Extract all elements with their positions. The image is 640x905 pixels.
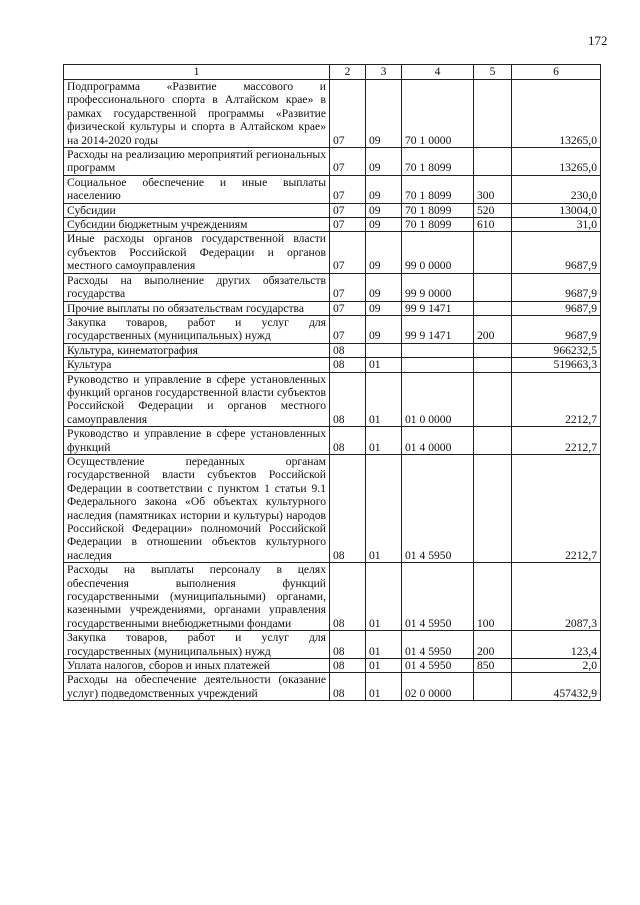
cell-subsection: 01 <box>366 563 402 631</box>
table-row <box>64 659 601 673</box>
cell-name: Руководство и управление в сфере установленных функций органов государственной власти субъектов Российской Федерации и органов местного самоуправления <box>64 372 330 427</box>
cell-section: 07 <box>330 273 366 301</box>
cell-expense-type: 610 <box>474 218 512 232</box>
header-cell-name: 1 <box>64 65 330 80</box>
header-cell-subsection: 3 <box>366 65 402 80</box>
cell-section: 08 <box>330 563 366 631</box>
cell-expense-type: 200 <box>474 631 512 659</box>
cell-amount: 2212,7 <box>512 454 601 562</box>
cell-target-code: 02 0 0000 <box>402 673 474 701</box>
cell-amount: 966232,5 <box>512 343 601 357</box>
cell-name: Социальное обеспечение и иные выплаты населению <box>64 175 330 203</box>
cell-expense-type <box>474 427 512 455</box>
cell-target-code: 70 1 0000 <box>402 80 474 148</box>
table-row <box>64 148 601 176</box>
table-row <box>64 273 601 301</box>
cell-name: Прочие выплаты по обязательствам государства <box>64 301 330 315</box>
cell-name: Расходы на выплаты персоналу в целях обеспечения выполнения функций государственными (муниципальными) органами, казенными учреждениями, органами управления государственными внебюджетными фондами <box>64 563 330 631</box>
cell-section: 07 <box>330 80 366 148</box>
cell-section: 08 <box>330 358 366 372</box>
cell-section: 07 <box>330 232 366 273</box>
cell-subsection: 01 <box>366 659 402 673</box>
cell-section: 08 <box>330 343 366 357</box>
cell-section: 08 <box>330 372 366 427</box>
cell-expense-type: 850 <box>474 659 512 673</box>
cell-subsection: 09 <box>366 80 402 148</box>
table-row <box>64 315 601 343</box>
cell-expense-type <box>474 232 512 273</box>
cell-amount: 9687,9 <box>512 232 601 273</box>
table-row <box>64 343 601 357</box>
cell-expense-type: 200 <box>474 315 512 343</box>
cell-target-code: 99 9 1471 <box>402 301 474 315</box>
table-row <box>64 631 601 659</box>
cell-section: 07 <box>330 203 366 217</box>
table-row <box>64 232 601 273</box>
cell-subsection: 09 <box>366 218 402 232</box>
cell-target-code: 01 4 5950 <box>402 563 474 631</box>
table-row <box>64 454 601 562</box>
cell-name: Культура, кинематография <box>64 343 330 357</box>
page-number: 172 <box>588 33 608 48</box>
cell-expense-type <box>474 301 512 315</box>
cell-subsection: 09 <box>366 148 402 176</box>
cell-expense-type <box>474 343 512 357</box>
cell-expense-type <box>474 148 512 176</box>
header-cell-expense-type: 5 <box>474 65 512 80</box>
cell-target-code: 01 4 5950 <box>402 659 474 673</box>
cell-expense-type: 100 <box>474 563 512 631</box>
table-row <box>64 358 601 372</box>
cell-name: Подпрограмма «Развитие массового и профессионального спорта в Алтайском крае» в рамках государственной программы «Развитие физической культуры и спорта в Алтайском крае» на 2014-2020 годы <box>64 80 330 148</box>
cell-subsection: 01 <box>366 673 402 701</box>
cell-section: 07 <box>330 218 366 232</box>
cell-subsection: 09 <box>366 203 402 217</box>
cell-amount: 2212,7 <box>512 372 601 427</box>
cell-section: 07 <box>330 315 366 343</box>
table-row <box>64 563 601 631</box>
header-cell-amount: 6 <box>512 65 601 80</box>
header-cell-target-code: 4 <box>402 65 474 80</box>
cell-amount: 9687,9 <box>512 273 601 301</box>
cell-expense-type <box>474 673 512 701</box>
table-row <box>64 673 601 701</box>
cell-subsection <box>366 343 402 357</box>
cell-amount: 13004,0 <box>512 203 601 217</box>
cell-name: Расходы на реализацию мероприятий региональных программ <box>64 148 330 176</box>
cell-name: Субсидии <box>64 203 330 217</box>
table-row <box>64 301 601 315</box>
cell-amount: 13265,0 <box>512 148 601 176</box>
cell-amount: 13265,0 <box>512 80 601 148</box>
cell-target-code: 70 1 8099 <box>402 148 474 176</box>
cell-target-code: 01 4 0000 <box>402 427 474 455</box>
cell-target-code: 99 9 1471 <box>402 315 474 343</box>
cell-target-code: 99 9 0000 <box>402 273 474 301</box>
cell-name: Осуществление переданных органам государственной власти субъектов Российской Федерации в соответствии с пунктом 1 статьи 9.1 Федерального закона «Об объектах культурного наследия (памятниках истории и культуры) народов Российской Федерации» полномочий Российской Федерации в отношении объектов культурного наследия <box>64 454 330 562</box>
cell-name: Иные расходы органов государственной власти субъектов Российской Федерации и органов местного самоуправления <box>64 232 330 273</box>
cell-target-code: 70 1 8099 <box>402 175 474 203</box>
cell-target-code: 70 1 8099 <box>402 203 474 217</box>
cell-amount: 2,0 <box>512 659 601 673</box>
cell-name: Расходы на выполнение других обязательств государства <box>64 273 330 301</box>
cell-amount: 230,0 <box>512 175 601 203</box>
cell-amount: 2087,3 <box>512 563 601 631</box>
cell-name: Культура <box>64 358 330 372</box>
cell-expense-type: 300 <box>474 175 512 203</box>
cell-subsection: 09 <box>366 301 402 315</box>
cell-name: Расходы на обеспечение деятельности (оказание услуг) подведомственных учреждений <box>64 673 330 701</box>
cell-section: 07 <box>330 148 366 176</box>
cell-subsection: 01 <box>366 372 402 427</box>
cell-subsection: 01 <box>366 358 402 372</box>
table-row <box>64 218 601 232</box>
cell-subsection: 09 <box>366 175 402 203</box>
header-row <box>64 65 601 80</box>
cell-amount: 123,4 <box>512 631 601 659</box>
cell-name: Субсидии бюджетным учреждениям <box>64 218 330 232</box>
cell-subsection: 01 <box>366 454 402 562</box>
cell-name: Руководство и управление в сфере установленных функций <box>64 427 330 455</box>
cell-expense-type <box>474 358 512 372</box>
cell-section: 07 <box>330 175 366 203</box>
cell-expense-type <box>474 372 512 427</box>
cell-subsection: 09 <box>366 315 402 343</box>
cell-target-code <box>402 343 474 357</box>
cell-section: 08 <box>330 659 366 673</box>
cell-expense-type <box>474 273 512 301</box>
cell-expense-type: 520 <box>474 203 512 217</box>
cell-section: 08 <box>330 673 366 701</box>
cell-target-code: 01 4 5950 <box>402 454 474 562</box>
cell-subsection: 01 <box>366 427 402 455</box>
cell-amount: 2212,7 <box>512 427 601 455</box>
cell-amount: 519663,3 <box>512 358 601 372</box>
cell-name: Закупка товаров, работ и услуг для государственных (муниципальных) нужд <box>64 631 330 659</box>
cell-amount: 457432,9 <box>512 673 601 701</box>
cell-target-code: 99 0 0000 <box>402 232 474 273</box>
cell-expense-type <box>474 454 512 562</box>
cell-section: 08 <box>330 454 366 562</box>
cell-amount: 9687,9 <box>512 315 601 343</box>
cell-target-code: 01 4 5950 <box>402 631 474 659</box>
cell-target-code: 70 1 8099 <box>402 218 474 232</box>
cell-name: Закупка товаров, работ и услуг для государственных (муниципальных) нужд <box>64 315 330 343</box>
cell-amount: 31,0 <box>512 218 601 232</box>
cell-subsection: 09 <box>366 232 402 273</box>
cell-section: 08 <box>330 427 366 455</box>
cell-subsection: 01 <box>366 631 402 659</box>
cell-target-code: 01 0 0000 <box>402 372 474 427</box>
cell-subsection: 09 <box>366 273 402 301</box>
budget-table <box>63 64 601 701</box>
cell-expense-type <box>474 80 512 148</box>
header-cell-section: 2 <box>330 65 366 80</box>
table-row <box>64 427 601 455</box>
table-row <box>64 175 601 203</box>
cell-amount: 9687,9 <box>512 301 601 315</box>
cell-name: Уплата налогов, сборов и иных платежей <box>64 659 330 673</box>
table-row <box>64 372 601 427</box>
cell-section: 07 <box>330 301 366 315</box>
table-row <box>64 203 601 217</box>
cell-section: 08 <box>330 631 366 659</box>
cell-target-code <box>402 358 474 372</box>
table-row <box>64 80 601 148</box>
